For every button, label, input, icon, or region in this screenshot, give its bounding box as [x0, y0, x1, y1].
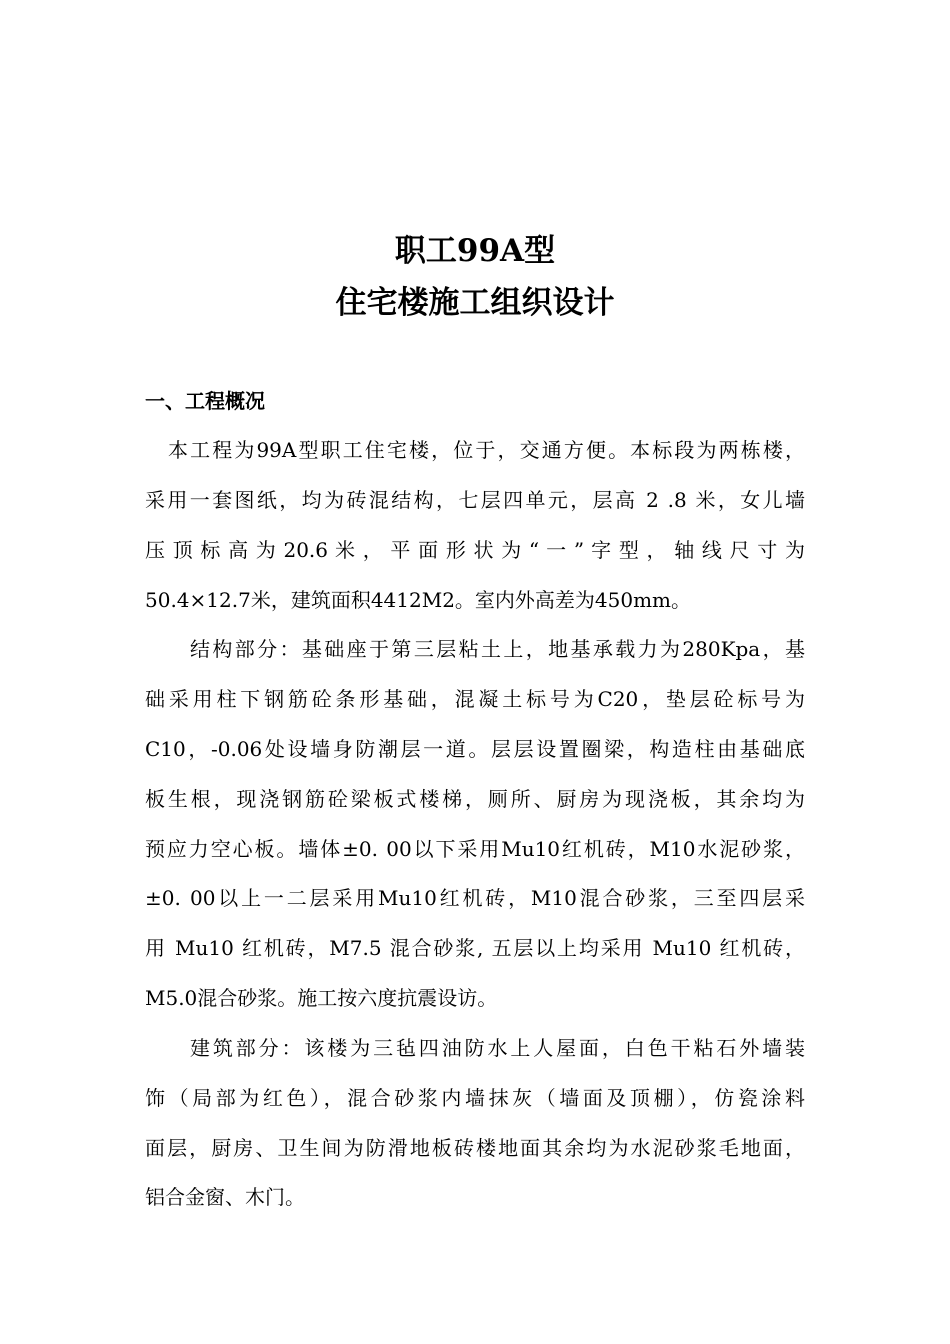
paragraph-line: 压 顶 标 高 为 20.6 米 ， 平 面 形 状 为 “ 一 ” 字 型 ， 轴 线 尺 寸 为: [145, 538, 805, 562]
paragraph-line: M5.0混合砂浆。施工按六度抗震设访。: [145, 986, 498, 1010]
paragraph-line: 饰（局部为红色），混合砂浆内墙抹灰（墙面及顶棚），仿瓷涂料: [145, 1086, 805, 1110]
document-title-line-1: 职工99A型: [394, 233, 556, 269]
paragraph-line: 预应力空心板。墙体±0. 00以下采用Mu10红机砖，M10水泥砂浆，: [145, 837, 805, 861]
paragraph-line: 铝合金窗、木门。: [145, 1185, 305, 1209]
paragraph-line: 建筑部分：该楼为三毡四油防水上人屋面，白色干粘石外墙装: [190, 1036, 805, 1060]
paragraph-line: 本工程为99A型职工住宅楼，位于，交通方便。本标段为两栋楼，: [168, 438, 805, 462]
paragraph-line: 板生根，现浇钢筋砼梁板式楼梯，厕所、厨房为现浇板，其余均为: [145, 787, 805, 811]
paragraph-line: C10，-0.06处设墙身防潮层一道。层层设置圈梁，构造柱由基础底: [145, 737, 805, 761]
section-heading: 一、工程概况: [145, 389, 265, 413]
paragraph-line: 采用一套图纸，均为砖混结构，七层四单元，层高 2 .8 米，女儿墙: [145, 488, 805, 512]
paragraph-line: 础采用柱下钢筋砼条形基础，混凝土标号为C20，垫层砼标号为: [145, 687, 805, 711]
paragraph-line: ±0. 00以上一二层采用Mu10红机砖，M10混合砂浆，三至四层采: [145, 886, 805, 910]
document-title-line-2: 住宅楼施工组织设计: [335, 285, 615, 321]
paragraph-line: 结构部分：基础座于第三层粘土上，地基承载力为280Kpa，基: [190, 637, 805, 661]
paragraph-line: 50.4×12.7米，建筑面积4412M2。室内外高差为450mm。: [145, 588, 692, 612]
paragraph-line: 面层，厨房、卫生间为防滑地板砖楼地面其余均为水泥砂浆毛地面，: [145, 1136, 805, 1160]
paragraph-line: 用 Mu10 红机砖，M7.5 混合砂浆, 五层以上均采用 Mu10 红机砖，: [145, 936, 805, 960]
